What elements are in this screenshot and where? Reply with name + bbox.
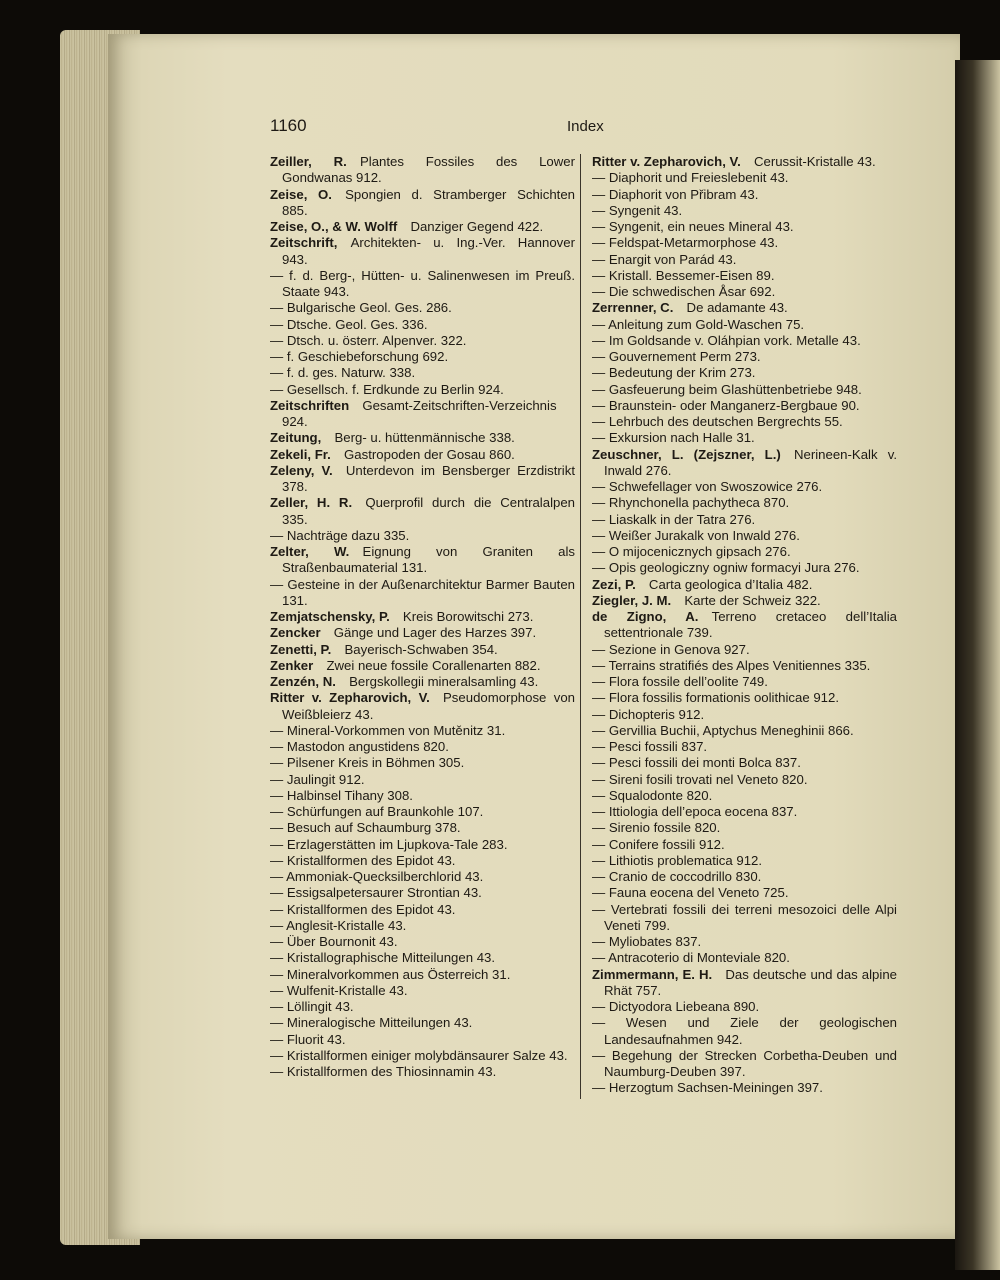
index-entry — [270, 577, 575, 610]
index-entry-author: Zeuschner, L. (Zejszner, L.) — [592, 446, 781, 462]
index-entry — [592, 788, 897, 804]
index-entry — [270, 902, 575, 918]
index-entry — [592, 820, 897, 836]
index-entry — [270, 690, 575, 723]
index-entry — [270, 268, 575, 301]
index-entry-title: — Besuch auf Schaumburg 378. — [270, 820, 461, 836]
index-entry-title: — f. d. ges. Naturw. 338. — [270, 365, 416, 381]
index-entry-title: — Gesteine in der Außenarchitektur Barmer Bauten 131. — [270, 576, 575, 608]
index-entry-author: Zeitung, — [270, 430, 322, 446]
index-entry — [270, 300, 575, 316]
index-entry-title: — Braunstein- oder Manganerz-Bergbaue 90. — [592, 397, 860, 413]
index-entry — [270, 544, 575, 577]
index-entry — [270, 918, 575, 934]
index-entry — [592, 203, 897, 219]
index-entry — [270, 967, 575, 983]
index-entry-title: — Essigsalpetersaurer Strontian 43. — [270, 885, 482, 901]
index-entry — [592, 349, 897, 365]
index-entry — [592, 544, 897, 560]
index-entry-title: — Sezione in Genova 927. — [592, 641, 750, 657]
index-entry-title: Gänge und Lager des Harzes 397. — [333, 625, 537, 641]
index-entry — [592, 268, 897, 284]
index-entry-author: Zekeli, Fr. — [270, 446, 331, 462]
index-entry — [270, 349, 575, 365]
index-entry-title: — Terrains stratifiés des Alpes Venitiennes 335. — [592, 657, 871, 673]
index-entry — [592, 333, 897, 349]
index-entry — [270, 642, 575, 658]
index-entry-title: — Feldspat-Metarmorphose 43. — [592, 235, 779, 251]
index-entry-author: Zeiller, R. — [270, 154, 347, 169]
index-entry-title: — Squalodonte 820. — [592, 787, 713, 803]
index-entry — [592, 1015, 897, 1048]
index-entry-author: Zeise, O., & W. Wolff — [270, 219, 398, 234]
index-entry — [592, 170, 897, 186]
index-entry — [592, 755, 897, 771]
index-entry-title: — Ittiologia dell’epoca eocena 837. — [592, 804, 798, 819]
index-entry-title: De adamante 43. — [686, 300, 788, 316]
index-entry — [270, 723, 575, 739]
index-entry-title: — Sirenio fossile 820. — [592, 820, 721, 836]
index-entry — [592, 577, 897, 593]
index-entry-title: Pseudomorphose von Weißbleierz 43. — [282, 690, 575, 722]
index-entry — [270, 528, 575, 544]
index-entry-title: — Rhynchonella pachytheca 870. — [592, 495, 790, 511]
index-entry-title: Spongien d. Stramberger Schichten 885. — [282, 186, 575, 218]
index-entry-author: Ritter v. Zepharovich, V. — [592, 154, 741, 169]
index-column-left — [270, 154, 575, 1080]
index-entry-title: — Wesen und Ziele der geologischen Landesaufnahmen 942. — [592, 1015, 897, 1047]
index-entry-author: Zenzén, N. — [270, 674, 336, 689]
index-entry — [270, 609, 575, 625]
index-entry — [270, 1032, 575, 1048]
index-entry — [270, 820, 575, 836]
index-entry — [270, 317, 575, 333]
index-entry-title: Zwei neue fossile Corallenarten 882. — [326, 657, 541, 673]
index-entry — [592, 495, 897, 511]
index-entry-title: Nerineen-Kalk v. Inwald 276. — [604, 446, 897, 478]
index-entry — [270, 1048, 575, 1064]
page-header — [270, 116, 610, 140]
index-entry-title: Bayerisch-Schwaben 354. — [344, 641, 498, 657]
index-entry-title: — Schwefellager von Swoszowice 276. — [592, 479, 823, 494]
index-entry — [592, 934, 897, 950]
index-entry-author: Ziegler, J. M. — [592, 592, 672, 608]
index-entry — [592, 398, 897, 414]
index-entry-title: — Kristallographische Mitteilungen 43. — [270, 950, 496, 966]
index-entry — [270, 187, 575, 220]
index-entry-title: Karte der Schweiz 322. — [684, 592, 821, 608]
index-entry-author: Zencker — [270, 625, 321, 641]
index-entry-title: — Lithiotis problematica 912. — [592, 852, 763, 868]
index-entry — [270, 658, 575, 674]
index-entry — [592, 430, 897, 446]
index-entry — [592, 382, 897, 398]
index-entry-title: — Fluorit 43. — [270, 1031, 346, 1047]
index-entry-title: — Opis geologiczny ogniw formacyi Jura 276. — [592, 560, 860, 576]
index-entry-title: Eignung von Graniten als Straßenbaumaterial 131. — [282, 544, 575, 576]
index-entry-author: Zerrenner, C. — [592, 300, 674, 316]
running-head: Index — [567, 118, 604, 135]
index-entry-title: Carta geologica d’Italia 482. — [648, 576, 813, 592]
index-entry-title: — Kristallformen des Epidot 43. — [270, 901, 456, 917]
index-entry — [592, 560, 897, 576]
index-entry — [270, 382, 575, 398]
index-entry — [270, 235, 575, 268]
index-entry — [270, 885, 575, 901]
index-entry — [592, 707, 897, 723]
index-entry-title: — Cranio de coccodrillo 830. — [592, 869, 762, 884]
index-entry-title: — Pilsener Kreis in Böhmen 305. — [270, 755, 465, 771]
index-entry-title: — Gervillia Buchii, Aptychus Meneghinii 866. — [592, 722, 854, 738]
index-entry-title: — Erzlagerstätten im Ljupkova-Tale 283. — [270, 836, 508, 852]
index-entry-title: — Bulgarische Geol. Ges. 286. — [270, 300, 452, 316]
index-entry-title: — Exkursion nach Halle 31. — [592, 430, 755, 446]
index-entry-title: — Conifere fossili 912. — [592, 836, 725, 852]
index-entry — [270, 219, 575, 235]
index-entry-author: Ritter v. Zepharovich, V. — [270, 690, 430, 706]
index-entry-title: — Diaphorit von Přibram 43. — [592, 186, 759, 202]
index-entry-author: Zeitschrift, — [270, 235, 338, 251]
index-entry — [592, 187, 897, 203]
index-entry — [270, 625, 575, 641]
index-entry-author: Zeitschriften — [270, 397, 350, 413]
index-entry-title: — Halbinsel Tihany 308. — [270, 787, 413, 803]
index-entry — [592, 853, 897, 869]
index-entry — [592, 739, 897, 755]
index-entry — [270, 333, 575, 349]
index-entry-title: — Sireni fosili trovati nel Veneto 820. — [592, 771, 808, 787]
index-entry — [592, 252, 897, 268]
index-entry — [270, 430, 575, 446]
index-entry — [592, 837, 897, 853]
index-entry — [592, 772, 897, 788]
index-entry — [592, 967, 897, 1000]
index-entry — [270, 934, 575, 950]
index-entry — [592, 869, 897, 885]
index-entry-title: — Ammoniak-Quecksilberchlorid 43. — [270, 869, 484, 884]
index-entry — [270, 398, 575, 431]
index-entry-author: Zenker — [270, 657, 314, 673]
index-entry-title: — f. d. Berg-, Hütten- u. Salinenwesen im Preuß. Staate 943. — [270, 267, 575, 299]
index-entry-title: Terreno cretaceo dell’Italia settentrionale 739. — [604, 609, 897, 641]
index-entry — [592, 528, 897, 544]
column-divider — [580, 154, 581, 1099]
book-gutter — [955, 60, 1000, 1270]
index-entry — [270, 788, 575, 804]
index-entry — [592, 658, 897, 674]
index-entry-author: de Zigno, A. — [592, 609, 699, 624]
index-entry — [270, 999, 575, 1015]
index-entry-title: Unterdevon im Bensberger Erzdistrikt 378. — [282, 462, 575, 494]
index-entry-title: — Begehung der Strecken Corbetha-Deuben und Naumburg-Deuben 397. — [592, 1047, 897, 1079]
index-entry-title: — Mineral-Vorkommen von Mutěnitz 31. — [270, 722, 506, 738]
index-entry-title: — Lehrbuch des deutschen Bergrechts 55. — [592, 414, 843, 429]
index-entry — [592, 999, 897, 1015]
index-entry — [592, 365, 897, 381]
index-entry-author: Zimmermann, E. H. — [592, 966, 713, 982]
index-entry-author: Zeleny, V. — [270, 462, 333, 478]
index-entry — [270, 983, 575, 999]
index-entry-title: — Kristall. Bessemer-Eisen 89. — [592, 267, 775, 283]
index-entry — [270, 154, 575, 187]
index-entry-title: — Löllingit 43. — [270, 999, 354, 1014]
index-entry-title: Querprofil durch die Centralalpen 335. — [282, 495, 576, 527]
index-entry — [592, 284, 897, 300]
index-entry — [270, 755, 575, 771]
index-entry — [592, 642, 897, 658]
index-entry-title: — Im Goldsande v. Oláhpian vork. Metalle 43. — [592, 332, 861, 348]
index-entry — [592, 1048, 897, 1081]
index-entry — [592, 414, 897, 430]
index-entry — [592, 950, 897, 966]
index-entry — [270, 447, 575, 463]
index-entry-title: — Wulfenit-Kristalle 43. — [270, 982, 408, 998]
index-entry — [592, 317, 897, 333]
index-entry-title: Kreis Borowitschi 273. — [402, 609, 534, 624]
index-entry-title: — Weißer Jurakalk von Inwald 276. — [592, 527, 800, 543]
index-column-right — [592, 154, 897, 1097]
index-entry-title: — Liaskalk in der Tatra 276. — [592, 511, 756, 527]
index-entry-title: — Herzogtum Sachsen-Meiningen 397. — [592, 1080, 823, 1096]
index-entry — [592, 154, 897, 170]
index-entry — [592, 804, 897, 820]
index-entry — [270, 739, 575, 755]
index-entry — [592, 447, 897, 480]
index-entry-title: Das deutsche und das alpine Rhät 757. — [604, 966, 897, 998]
index-entry-title: — Gouvernement Perm 273. — [592, 349, 761, 364]
index-entry-title: — Pesci fossili dei monti Bolca 837. — [592, 755, 801, 771]
index-entry-author: Zezi, P. — [592, 576, 636, 592]
index-entry-title: — Dtsch. u. österr. Alpenver. 322. — [270, 332, 467, 348]
index-entry — [592, 479, 897, 495]
index-entry-title: Danziger Gegend 422. — [410, 219, 544, 234]
index-entry-author: Zenetti, P. — [270, 641, 332, 657]
index-entry-title: — Pesci fossili 837. — [592, 739, 708, 754]
index-entry-title: — Kristallformen einiger molybdänsaurer Salze 43. — [270, 1047, 568, 1063]
index-entry-title: — Syngenit, ein neues Mineral 43. — [592, 219, 794, 234]
index-entry-title: — Myliobates 837. — [592, 934, 702, 949]
index-entry — [270, 674, 575, 690]
index-entry — [270, 495, 575, 528]
index-entry-title: Gastropoden der Gosau 860. — [344, 446, 515, 462]
index-entry-title: — Vertebrati fossili dei terreni mesozoici delle Alpi Veneti 799. — [592, 901, 897, 933]
index-entry — [592, 723, 897, 739]
index-entry-title: — Mastodon angustidens 820. — [270, 739, 449, 754]
index-entry — [592, 885, 897, 901]
index-entry — [270, 837, 575, 853]
index-entry — [592, 593, 897, 609]
index-entry-title: — Über Bournonit 43. — [270, 934, 398, 949]
index-entry-title: — Fauna eocena del Veneto 725. — [592, 885, 789, 901]
index-entry-title: — O mijocenicznych gipsach 276. — [592, 544, 791, 559]
page-number: 1160 — [270, 116, 307, 135]
index-entry — [592, 690, 897, 706]
index-entry-title: — Enargit von Parád 43. — [592, 251, 737, 267]
index-entry-title: Cerussit-Kristalle 43. — [753, 154, 876, 169]
index-entry-title: — Schürfungen auf Braunkohle 107. — [270, 804, 484, 819]
index-entry — [592, 609, 897, 642]
index-entry-title: — Gasfeuerung beim Glashüttenbetriebe 948. — [592, 381, 862, 397]
index-entry — [270, 365, 575, 381]
index-entry — [592, 219, 897, 235]
index-entry — [592, 1080, 897, 1096]
index-entry-title: — Nachträge dazu 335. — [270, 527, 410, 543]
index-entry — [270, 1015, 575, 1031]
index-entry-title: Berg- u. hüttenmännische 338. — [334, 430, 515, 446]
index-entry-title: Plantes Fossiles des Lower Gondwanas 912. — [282, 154, 575, 186]
index-entry-title: — Flora fossile dell’oolite 749. — [592, 674, 768, 689]
index-entry — [270, 804, 575, 820]
index-entry — [592, 300, 897, 316]
index-entry-title: — Syngenit 43. — [592, 202, 683, 218]
index-entry-author: Zeise, O. — [270, 186, 332, 202]
index-entry-title: — Die schwedischen Åsar 692. — [592, 284, 776, 299]
index-entry-title: — Diaphorit und Freieslebenit 43. — [592, 170, 789, 186]
index-entry — [592, 674, 897, 690]
index-entry-author: Zelter, W. — [270, 544, 350, 559]
index-entry-title: — Bedeutung der Krim 273. — [592, 365, 756, 381]
index-entry-title: Bergskollegii mineralsamling 43. — [349, 674, 539, 689]
index-entry-title: — f. Geschiebeforschung 692. — [270, 349, 449, 364]
index-entry-title: — Antracoterio di Monteviale 820. — [592, 950, 790, 966]
index-entry-title: — Mineralvorkommen aus Österreich 31. — [270, 966, 511, 982]
index-entry-title: — Mineralogische Mitteilungen 43. — [270, 1015, 473, 1031]
index-entry-title: — Flora fossilis formationis oolithicae 912. — [592, 690, 840, 706]
index-entry-title: Architekten- u. Ing.-Ver. Hannover 943. — [282, 235, 575, 267]
index-entry — [270, 1064, 575, 1080]
index-entry-title: — Anleitung zum Gold-Waschen 75. — [592, 316, 805, 332]
index-entry — [592, 235, 897, 251]
index-entry-title: — Kristallformen des Thiosinnamin 43. — [270, 1064, 497, 1079]
index-entry — [270, 869, 575, 885]
index-entry-title: — Anglesit-Kristalle 43. — [270, 917, 407, 933]
index-entry-title: — Kristallformen des Epidot 43. — [270, 852, 456, 868]
index-entry-title: — Gesellsch. f. Erdkunde zu Berlin 924. — [270, 381, 504, 397]
index-entry — [592, 902, 897, 935]
index-entry — [592, 512, 897, 528]
index-entry — [270, 950, 575, 966]
index-entry-author: Zeller, H. R. — [270, 495, 353, 511]
index-entry — [270, 772, 575, 788]
index-entry-author: Zemjatschensky, P. — [270, 609, 390, 624]
index-entry — [270, 853, 575, 869]
index-entry-title: — Dichopteris 912. — [592, 706, 705, 722]
index-entry-title: Gesamt-Zeitschriften-Verzeichnis 924. — [282, 397, 557, 429]
index-entry-title: — Dictyodora Liebeana 890. — [592, 999, 760, 1014]
index-entry-title: — Dtsche. Geol. Ges. 336. — [270, 316, 428, 332]
index-entry — [270, 463, 575, 496]
index-entry-title: — Jaulingit 912. — [270, 771, 365, 787]
